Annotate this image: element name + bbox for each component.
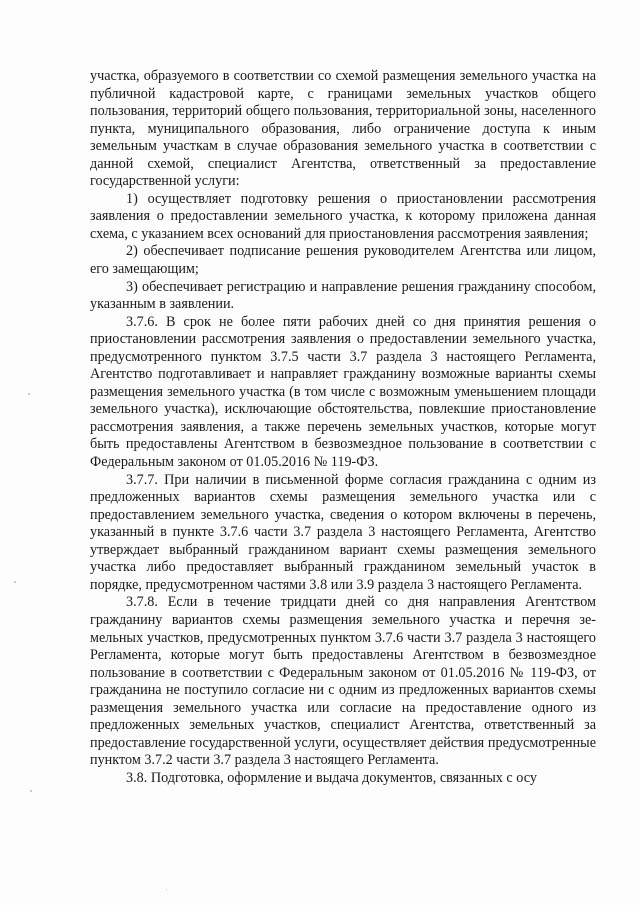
clause-3-7-7: 3.7.7. При наличии в письменной форме согласия гражданина с одним из предложенных вариантов схемы размещения земельного участка или с предоставлением земельного участка, сведения о котором включены в перечень, указанный в пункте 3.7.6 части 3.7 раздела 3 настоящего Регламента, Агентство утверждает выбранный гражданином вариант схемы размещения земельного участка либо предоставляет выбранный гражданином земельный участок в порядке, предусмотренном частями 3.8 или 3.9 раздела 3 настоящего Регламента. — [90, 471, 596, 593]
clause-3-7-8: 3.7.8. Если в течение тридцати дней со дня направления Агентством гражданину вариантов схемы размещения земельного участка и перечня земельных участков, предусмотренных пунктом 3.7.6 части 3.7 раздела 3 настоящего Регламента, которые могут быть предоставлены Агентством в безвозмездное пользование в соответствии с Федеральным законом от 01.05.2016 № 119-ФЗ, от гражданина не поступило согласие ни с одним из предложенных вариантов схемы размещения земельного участка или согласие на предоставление одного из предложенных земельных участков, специалист Агентства, ответственный за предоставление государственной услуги, осуществляет действия предусмотренные пунктом 3.7.2 части 3.7 раздела 3 настоящего Регламента. — [90, 594, 596, 769]
scan-speck — [28, 393, 30, 395]
list-item-2: 2) обеспечивает подписание решения руководителем Агентства или лицом, его замещающим; — [90, 243, 596, 278]
paragraph-continuation: участка, образуемого в соответствии со схемой размещения земельного участка на публичной кадастровой карте, с границами земельных участков общего пользования, территорий общего пользования, территориальной зоны, населенного пункта, муниципального образования, либо ограничение доступа к иным земельным участкам в случае образования земельного участка в соответствии с данной схемой, специалист Агентства, ответственный за предоставление государственной услуги: — [90, 68, 596, 190]
clause-3-7-6: 3.7.6. В срок не более пяти рабочих дней со дня принятия решения о приостановлении рассмотрения заявления о предоставлении земельного участка, предусмотренного пунктом 3.7.5 части 3.7 раздела 3 настоящего Регламента, Агентство подготавливает и направляет гражданину возможные варианты схемы размещения земельного участка (в том числе с возможным уменьшением площади земельного участка), исключающие обстоятельства, повлекшие приостановление рассмотрения заявления, а также перечень земельных участков, которые могут быть предоставлены Агентством в безвозмездное пользование в соответствии с Федеральным законом от 01.05.2016 № 119-ФЗ. — [90, 313, 596, 471]
clause-3-8-heading: 3.8. Подготовка, оформление и выдача документов, связанных с осу — [126, 769, 537, 786]
scan-speck — [14, 581, 16, 583]
list-item-1: 1) осуществляет подготовку решения о приостановлении рассмотрения заявления о предоставлении земельного участка, к которому приложена данная схема, с указанием всех оснований для приостановления рассмотрения заявления; — [90, 190, 596, 242]
list-item-3: 3) обеспечивает регистрацию и направление решения гражданину способом, указанным в заявлении. — [90, 278, 596, 313]
scan-speck — [30, 790, 32, 792]
document-body — [90, 68, 596, 787]
scan-speck — [166, 889, 167, 890]
